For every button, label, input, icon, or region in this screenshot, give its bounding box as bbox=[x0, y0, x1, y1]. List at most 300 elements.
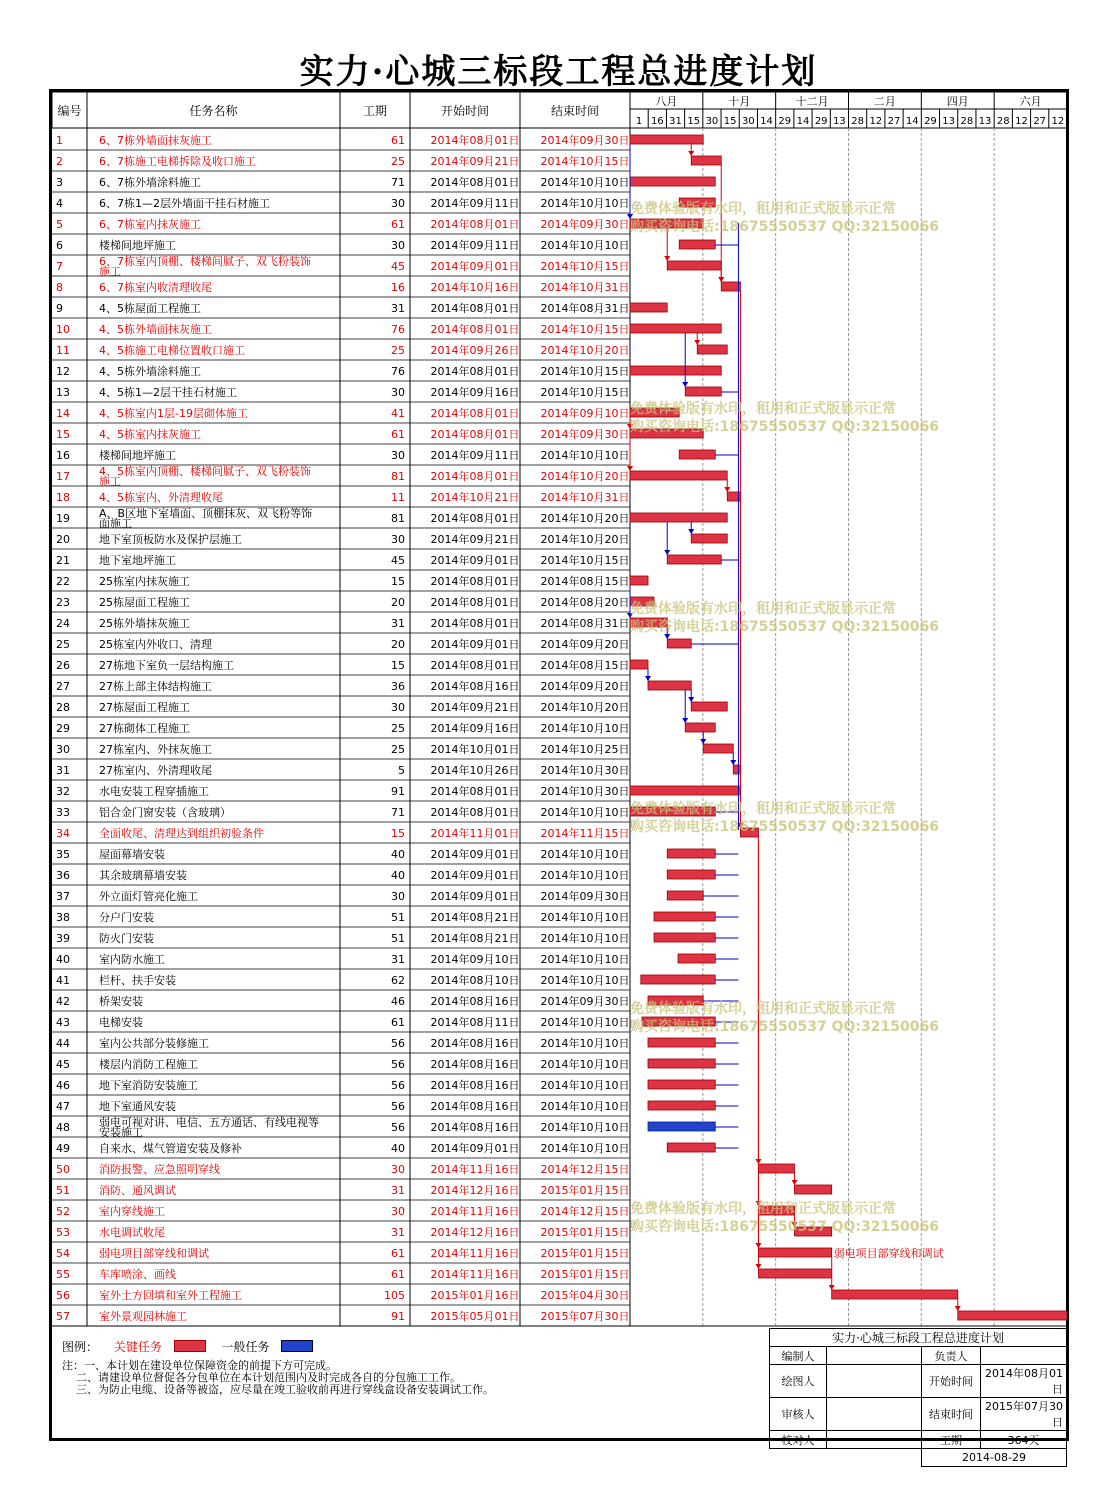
task-name: 地下室消防安装施工 bbox=[99, 1079, 198, 1092]
task-start: 2014年08月16日 bbox=[430, 1100, 520, 1113]
task-end: 2015年07月30日 bbox=[540, 1310, 630, 1323]
day-label: 16 bbox=[650, 116, 664, 127]
column-header-end: 结束时间 bbox=[550, 104, 600, 118]
task-duration: 51 bbox=[391, 911, 405, 924]
task-end: 2014年08月15日 bbox=[540, 575, 630, 588]
task-name: 弱电可视对讲、电信、五方通话、有线电视等 bbox=[99, 1116, 319, 1129]
signoff-value: 364天 bbox=[981, 1431, 1067, 1449]
signoff-value bbox=[981, 1347, 1067, 1365]
task-name: 栏杆、扶手安装 bbox=[99, 974, 176, 987]
signoff-value bbox=[827, 1398, 922, 1431]
task-number: 33 bbox=[56, 806, 70, 819]
gantt-bar bbox=[630, 303, 667, 312]
task-start: 2014年11月01日 bbox=[430, 827, 520, 840]
signoff-date: 2014-08-29 bbox=[922, 1449, 1067, 1467]
task-start: 2014年09月01日 bbox=[430, 848, 520, 861]
task-name: 室外土方回填和室外工程施工 bbox=[99, 1289, 242, 1302]
task-name: 25栋外墙抹灰施工 bbox=[99, 617, 190, 630]
task-duration: 30 bbox=[391, 890, 405, 903]
dependency-arrow bbox=[718, 277, 724, 282]
task-end: 2014年10月10日 bbox=[540, 722, 630, 735]
task-end: 2014年10月10日 bbox=[540, 1016, 630, 1029]
task-end: 2014年10月10日 bbox=[540, 239, 630, 252]
column-header-no: 编号 bbox=[57, 104, 82, 118]
task-name: 面施工 bbox=[99, 517, 132, 530]
gantt-bar bbox=[630, 660, 648, 669]
task-end: 2014年10月20日 bbox=[540, 470, 630, 483]
task-name: 水电安装工程穿插施工 bbox=[99, 785, 209, 798]
dependency-arrow bbox=[791, 1180, 797, 1185]
task-number: 5 bbox=[56, 218, 63, 231]
task-start: 2014年08月11日 bbox=[430, 1016, 520, 1029]
task-number: 25 bbox=[56, 638, 70, 651]
task-number: 10 bbox=[56, 323, 70, 336]
task-number: 21 bbox=[56, 554, 70, 567]
signoff-label: 绘图人 bbox=[770, 1365, 827, 1398]
task-end: 2015年01月15日 bbox=[540, 1268, 630, 1281]
task-end: 2014年10月15日 bbox=[540, 260, 630, 273]
gantt-bar bbox=[678, 954, 715, 963]
gantt-bar bbox=[679, 240, 715, 249]
task-number: 14 bbox=[56, 407, 70, 420]
task-number: 30 bbox=[56, 743, 70, 756]
task-duration: 56 bbox=[391, 1079, 405, 1092]
task-duration: 31 bbox=[391, 617, 405, 630]
task-duration: 36 bbox=[391, 680, 405, 693]
task-name: 6、7栋室内收清理收尾 bbox=[99, 281, 212, 294]
task-end: 2014年10月10日 bbox=[540, 1121, 630, 1134]
signoff-label: 校对人 bbox=[770, 1431, 827, 1449]
task-end: 2014年10月20日 bbox=[540, 533, 630, 546]
dependency-arrow bbox=[730, 760, 736, 765]
task-start: 2014年10月01日 bbox=[430, 743, 520, 756]
task-end: 2014年08月31日 bbox=[540, 617, 630, 630]
task-end: 2014年10月10日 bbox=[540, 1058, 630, 1071]
task-start: 2014年09月11日 bbox=[430, 197, 520, 210]
task-number: 42 bbox=[56, 995, 70, 1008]
task-name: 楼梯间地坪施工 bbox=[99, 239, 176, 252]
task-duration: 40 bbox=[391, 848, 405, 861]
signoff-table bbox=[769, 1328, 1067, 1467]
task-start: 2014年08月01日 bbox=[430, 218, 520, 231]
task-start: 2014年10月21日 bbox=[430, 491, 520, 504]
task-duration: 81 bbox=[391, 512, 405, 525]
task-end: 2014年10月20日 bbox=[540, 701, 630, 714]
day-label: 13 bbox=[978, 116, 992, 127]
task-end: 2014年10月10日 bbox=[540, 869, 630, 882]
task-start: 2014年09月21日 bbox=[430, 155, 520, 168]
task-start: 2014年08月01日 bbox=[430, 428, 520, 441]
task-end: 2014年10月30日 bbox=[540, 764, 630, 777]
gantt-bar bbox=[654, 912, 715, 921]
task-name: 6、7栋室内抹灰施工 bbox=[99, 218, 201, 231]
gantt-bar bbox=[654, 933, 715, 942]
signoff-label: 审核人 bbox=[770, 1398, 827, 1431]
legend bbox=[62, 1338, 313, 1355]
task-start: 2014年11月16日 bbox=[430, 1268, 520, 1281]
task-name: 铝合金门窗安装（含玻璃） bbox=[99, 806, 231, 819]
task-number: 2 bbox=[56, 155, 63, 168]
task-duration: 20 bbox=[391, 638, 405, 651]
gantt-bar bbox=[667, 1143, 715, 1152]
signoff-title: 实力·心城三标段工程总进度计划 bbox=[770, 1329, 1067, 1347]
task-duration: 31 bbox=[391, 1226, 405, 1239]
task-name: 4、5栋1—2层干挂石材施工 bbox=[99, 386, 237, 399]
task-name: 室内防水施工 bbox=[99, 953, 165, 966]
task-start: 2014年11月16日 bbox=[430, 1205, 520, 1218]
task-name: 外立面灯管亮化施工 bbox=[99, 890, 198, 903]
dependency-arrow bbox=[664, 256, 670, 261]
task-number: 28 bbox=[56, 701, 70, 714]
task-number: 43 bbox=[56, 1016, 70, 1029]
task-duration: 71 bbox=[391, 176, 405, 189]
task-duration: 56 bbox=[391, 1058, 405, 1071]
day-label: 30 bbox=[705, 116, 719, 127]
dependency-arrow bbox=[755, 1264, 761, 1269]
task-number: 34 bbox=[56, 827, 70, 840]
gantt-bar bbox=[667, 261, 721, 270]
task-number: 36 bbox=[56, 869, 70, 882]
task-name: 消防、通风调试 bbox=[99, 1184, 176, 1197]
column-header-start: 开始时间 bbox=[440, 104, 490, 118]
task-start: 2014年08月01日 bbox=[430, 617, 520, 630]
task-name: 4、5栋室内1层-19层砌体施工 bbox=[99, 407, 248, 420]
task-duration: 51 bbox=[391, 932, 405, 945]
task-number: 41 bbox=[56, 974, 70, 987]
task-end: 2015年01月15日 bbox=[540, 1226, 630, 1239]
page-title: 实力·心城三标段工程总进度计划 bbox=[299, 52, 818, 92]
task-end: 2014年10月15日 bbox=[540, 155, 630, 168]
note-line: 三、为防止电缆、设备等被盗，应尽量在竣工验收前再进行穿线盒设备安装调试工作。 bbox=[62, 1383, 494, 1396]
task-start: 2014年09月16日 bbox=[430, 722, 520, 735]
task-end: 2014年09月30日 bbox=[540, 134, 630, 147]
task-duration: 62 bbox=[391, 974, 405, 987]
dependency-arrow bbox=[664, 550, 670, 555]
day-label: 28 bbox=[851, 116, 864, 127]
task-start: 2014年09月01日 bbox=[430, 869, 520, 882]
task-end: 2014年12月15日 bbox=[540, 1163, 630, 1176]
task-start: 2014年09月16日 bbox=[430, 386, 520, 399]
task-duration: 30 bbox=[391, 1205, 405, 1218]
task-end: 2014年09月30日 bbox=[540, 995, 630, 1008]
task-name: 25栋室内外收口、清理 bbox=[99, 638, 212, 651]
task-name: 其余玻璃幕墙安装 bbox=[99, 869, 187, 882]
task-number: 39 bbox=[56, 932, 70, 945]
task-start: 2014年08月01日 bbox=[430, 596, 520, 609]
gantt-bar bbox=[648, 1122, 715, 1131]
task-number: 56 bbox=[56, 1289, 70, 1302]
task-number: 1 bbox=[56, 134, 63, 147]
task-name: 4、5栋屋面工程施工 bbox=[99, 302, 201, 315]
task-name: 楼层内消防工程施工 bbox=[99, 1058, 198, 1071]
month-label: 四月 bbox=[946, 95, 969, 108]
task-name: 弱电项目部穿线和调试 bbox=[99, 1247, 209, 1260]
task-name: 室内公共部分装修施工 bbox=[99, 1037, 209, 1050]
watermark: 免费体验版有水印，租用和正式版显示正常 购买咨询电话:18675550537 QQ:32150066 bbox=[630, 1201, 939, 1235]
gantt-bar bbox=[630, 513, 727, 522]
task-number: 35 bbox=[56, 848, 70, 861]
task-number: 31 bbox=[56, 764, 70, 777]
task-start: 2014年08月01日 bbox=[430, 407, 520, 420]
task-name: 室内穿线施工 bbox=[99, 1205, 165, 1218]
task-name: 水电调试收尾 bbox=[99, 1226, 165, 1239]
task-name: 屋面幕墙安装 bbox=[99, 848, 165, 861]
task-number: 13 bbox=[56, 386, 70, 399]
task-name: 25栋室内抹灰施工 bbox=[99, 575, 190, 588]
task-start: 2014年08月01日 bbox=[430, 659, 520, 672]
task-number: 3 bbox=[56, 176, 63, 189]
task-end: 2014年09月20日 bbox=[540, 680, 630, 693]
task-number: 16 bbox=[56, 449, 70, 462]
task-start: 2014年09月11日 bbox=[430, 449, 520, 462]
signoff-label: 编制人 bbox=[770, 1347, 827, 1365]
task-duration: 91 bbox=[391, 785, 405, 798]
task-name: 室外景观园林施工 bbox=[99, 1310, 187, 1323]
watermark: 免费体验版有水印，租用和正式版显示正常 购买咨询电话:18675550537 QQ:32150066 bbox=[630, 601, 939, 635]
task-duration: 16 bbox=[391, 281, 405, 294]
task-duration: 31 bbox=[391, 1184, 405, 1197]
task-start: 2014年08月21日 bbox=[430, 911, 520, 924]
task-number: 29 bbox=[56, 722, 70, 735]
task-number: 49 bbox=[56, 1142, 70, 1155]
task-end: 2014年10月10日 bbox=[540, 806, 630, 819]
dependency-arrow bbox=[724, 487, 730, 492]
gantt-bar bbox=[648, 681, 691, 690]
task-name: 安装施工 bbox=[99, 1126, 143, 1139]
gantt-bar bbox=[630, 471, 727, 480]
signoff-label: 结束时间 bbox=[922, 1398, 981, 1431]
signoff-label: 工期 bbox=[922, 1431, 981, 1449]
task-start: 2014年09月10日 bbox=[430, 953, 520, 966]
task-number: 44 bbox=[56, 1037, 70, 1050]
task-number: 22 bbox=[56, 575, 70, 588]
task-end: 2014年10月31日 bbox=[540, 491, 630, 504]
task-number: 53 bbox=[56, 1226, 70, 1239]
gantt-bar bbox=[832, 1290, 958, 1299]
gantt-bar bbox=[630, 135, 703, 144]
day-label: 14 bbox=[796, 116, 810, 127]
task-end: 2014年09月10日 bbox=[540, 407, 630, 420]
task-duration: 15 bbox=[391, 659, 405, 672]
task-duration: 91 bbox=[391, 1310, 405, 1323]
task-duration: 30 bbox=[391, 197, 405, 210]
task-name: 27栋上部主体结构施工 bbox=[99, 680, 212, 693]
task-start: 2014年08月16日 bbox=[430, 1037, 520, 1050]
day-label: 15 bbox=[723, 116, 737, 127]
legend-critical-swatch bbox=[174, 1340, 206, 1352]
signoff-label: 开始时间 bbox=[922, 1365, 981, 1398]
day-label: 27 bbox=[887, 116, 901, 127]
task-end: 2015年04月30日 bbox=[540, 1289, 630, 1302]
task-start: 2014年12月16日 bbox=[430, 1184, 520, 1197]
task-start: 2014年10月16日 bbox=[430, 281, 520, 294]
dependency-arrow bbox=[700, 739, 706, 744]
task-start: 2014年09月21日 bbox=[430, 533, 520, 546]
task-duration: 76 bbox=[391, 365, 405, 378]
day-label: 14 bbox=[905, 116, 919, 127]
task-end: 2014年10月31日 bbox=[540, 281, 630, 294]
day-label: 28 bbox=[996, 116, 1010, 127]
watermark: 免费体验版有水印，租用和正式版显示正常 购买咨询电话:18675550537 QQ:32150066 bbox=[630, 401, 939, 435]
task-end: 2014年10月15日 bbox=[540, 554, 630, 567]
day-label: 29 bbox=[924, 116, 937, 127]
task-number: 27 bbox=[56, 680, 70, 693]
gantt-bar bbox=[667, 639, 691, 648]
task-duration: 30 bbox=[391, 701, 405, 714]
task-end: 2014年10月10日 bbox=[540, 953, 630, 966]
task-end: 2014年10月10日 bbox=[540, 197, 630, 210]
day-label: 28 bbox=[960, 116, 974, 127]
signoff-value bbox=[827, 1431, 922, 1449]
task-start: 2014年08月16日 bbox=[430, 680, 520, 693]
legend-label: 图例： bbox=[62, 1340, 99, 1354]
gantt-bar bbox=[685, 723, 715, 732]
task-name: 6、7栋室内顶棚、楼梯间腻子、双飞粉装饰 bbox=[99, 255, 311, 268]
task-start: 2014年08月01日 bbox=[430, 575, 520, 588]
task-duration: 61 bbox=[391, 1247, 405, 1260]
task-name: 4、5栋室内抹灰施工 bbox=[99, 428, 201, 441]
day-label: 29 bbox=[778, 116, 792, 127]
task-name: 防火门安装 bbox=[99, 932, 154, 945]
task-duration: 25 bbox=[391, 722, 405, 735]
task-end: 2014年10月10日 bbox=[540, 1079, 630, 1092]
task-end: 2014年10月10日 bbox=[540, 911, 630, 924]
task-duration: 105 bbox=[384, 1289, 405, 1302]
column-header-name: 任务名称 bbox=[189, 104, 238, 118]
dependency-arrow bbox=[682, 718, 688, 723]
dependency-arrow bbox=[682, 382, 688, 387]
task-duration: 30 bbox=[391, 1163, 405, 1176]
task-number: 7 bbox=[56, 260, 63, 273]
task-name: 6、7栋施工电梯拆除及收口施工 bbox=[99, 155, 256, 168]
task-end: 2015年01月15日 bbox=[540, 1184, 630, 1197]
task-duration: 56 bbox=[391, 1100, 405, 1113]
gantt-bar bbox=[630, 576, 648, 585]
task-duration: 76 bbox=[391, 323, 405, 336]
task-start: 2014年09月21日 bbox=[430, 701, 520, 714]
dependency-arrow bbox=[688, 151, 694, 156]
task-start: 2014年08月16日 bbox=[430, 1079, 520, 1092]
day-label: 29 bbox=[814, 116, 828, 127]
task-name: 27栋砌体工程施工 bbox=[99, 722, 190, 735]
task-start: 2014年08月01日 bbox=[430, 512, 520, 525]
task-end: 2014年10月10日 bbox=[540, 974, 630, 987]
task-name: 6、7栋1—2层外墙面干挂石材施工 bbox=[99, 197, 270, 210]
gantt-bar bbox=[667, 870, 715, 879]
note-line: 二、请建设单位督促各分包单位在本计划范围内及时完成各自的分包施工工作。 bbox=[62, 1371, 461, 1384]
day-label: 12 bbox=[1051, 116, 1065, 127]
task-end: 2015年01月15日 bbox=[540, 1247, 630, 1260]
task-end: 2014年10月10日 bbox=[540, 848, 630, 861]
watermark: 免费体验版有水印，租用和正式版显示正常 购买咨询电话:18675550537 QQ:32150066 bbox=[630, 201, 939, 235]
gantt-bar bbox=[758, 1269, 831, 1278]
task-start: 2014年08月01日 bbox=[430, 470, 520, 483]
task-name: 自来水、煤气管道安装及修补 bbox=[99, 1142, 242, 1155]
task-end: 2014年11月15日 bbox=[540, 827, 630, 840]
signoff-value: 2015年07月30日 bbox=[981, 1398, 1067, 1431]
task-number: 15 bbox=[56, 428, 70, 441]
task-name: 27栋地下室负一层结构施工 bbox=[99, 659, 234, 672]
task-duration: 56 bbox=[391, 1121, 405, 1134]
day-label: 27 bbox=[1033, 116, 1047, 127]
task-name: 4、5栋外墙涂料施工 bbox=[99, 365, 201, 378]
legend-normal-label: 一般任务 bbox=[221, 1340, 270, 1354]
task-end: 2014年08月15日 bbox=[540, 659, 630, 672]
task-end: 2014年10月15日 bbox=[540, 386, 630, 399]
task-start: 2014年08月01日 bbox=[430, 365, 520, 378]
task-number: 38 bbox=[56, 911, 70, 924]
task-end: 2014年10月10日 bbox=[540, 932, 630, 945]
task-duration: 25 bbox=[391, 155, 405, 168]
task-name: 施工 bbox=[99, 475, 121, 488]
task-number: 32 bbox=[56, 785, 70, 798]
task-start: 2014年09月11日 bbox=[430, 239, 520, 252]
task-number: 12 bbox=[56, 365, 70, 378]
task-number: 46 bbox=[56, 1079, 70, 1092]
task-start: 2014年12月16日 bbox=[430, 1226, 520, 1239]
task-duration: 41 bbox=[391, 407, 405, 420]
month-label: 二月 bbox=[873, 95, 896, 108]
task-duration: 61 bbox=[391, 428, 405, 441]
task-name: 27栋屋面工程施工 bbox=[99, 701, 190, 714]
task-name: 消防报警、应急照明穿线 bbox=[99, 1163, 220, 1176]
task-start: 2014年09月26日 bbox=[430, 344, 520, 357]
task-duration: 5 bbox=[398, 764, 405, 777]
task-start: 2014年08月01日 bbox=[430, 134, 520, 147]
task-end: 2014年10月20日 bbox=[540, 512, 630, 525]
month-label: 十二月 bbox=[795, 95, 829, 108]
task-start: 2014年11月16日 bbox=[430, 1163, 520, 1176]
task-end: 2014年08月20日 bbox=[540, 596, 630, 609]
task-duration: 45 bbox=[391, 260, 405, 273]
task-name: 地下室地坪施工 bbox=[99, 554, 176, 567]
gantt-bar bbox=[667, 555, 721, 564]
task-start: 2014年09月01日 bbox=[430, 638, 520, 651]
task-number: 9 bbox=[56, 302, 63, 315]
task-end: 2014年10月10日 bbox=[540, 1142, 630, 1155]
task-start: 2014年09月01日 bbox=[430, 1142, 520, 1155]
task-duration: 61 bbox=[391, 134, 405, 147]
gantt-bar bbox=[691, 534, 727, 543]
task-number: 52 bbox=[56, 1205, 70, 1218]
task-end: 2014年10月15日 bbox=[540, 323, 630, 336]
task-duration: 31 bbox=[391, 953, 405, 966]
task-name: 全面收尾、清理达到组织初验条件 bbox=[99, 827, 264, 840]
task-start: 2014年08月16日 bbox=[430, 995, 520, 1008]
day-label: 12 bbox=[869, 116, 883, 127]
task-duration: 15 bbox=[391, 575, 405, 588]
task-number: 45 bbox=[56, 1058, 70, 1071]
task-name: A、B区地下室墙面、顶棚抹灰、双飞粉等饰 bbox=[99, 507, 313, 520]
task-duration: 31 bbox=[391, 302, 405, 315]
task-start: 2014年11月16日 bbox=[430, 1247, 520, 1260]
task-start: 2014年08月16日 bbox=[430, 1121, 520, 1134]
task-name: 分户门安装 bbox=[99, 911, 154, 924]
task-end: 2014年10月15日 bbox=[540, 365, 630, 378]
task-end: 2014年09月30日 bbox=[540, 890, 630, 903]
task-number: 51 bbox=[56, 1184, 70, 1197]
signoff-value: 2014年08月01日 bbox=[981, 1365, 1067, 1398]
task-name: 4、5栋施工电梯位置收口施工 bbox=[99, 344, 245, 357]
task-end: 2014年10月10日 bbox=[540, 1037, 630, 1050]
task-duration: 30 bbox=[391, 449, 405, 462]
gantt-bar bbox=[648, 1080, 715, 1089]
month-label: 八月 bbox=[655, 95, 678, 108]
task-end: 2014年10月20日 bbox=[540, 344, 630, 357]
day-label: 13 bbox=[833, 116, 846, 127]
task-number: 48 bbox=[56, 1121, 70, 1134]
task-name: 楼梯间地坪施工 bbox=[99, 449, 176, 462]
